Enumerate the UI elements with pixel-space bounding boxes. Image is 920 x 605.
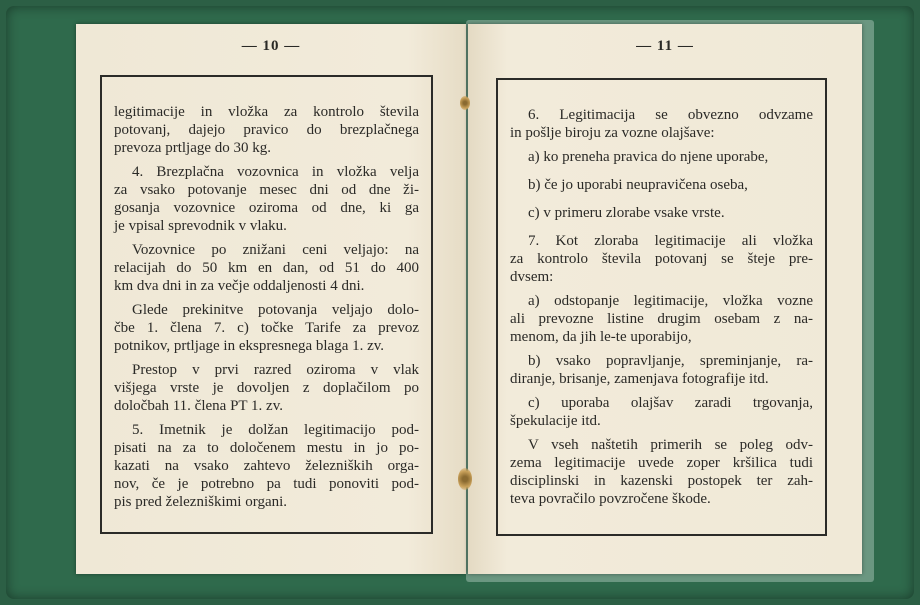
text-line: pisati na za to določenem mestu in jo po- [114,440,419,456]
text-frame [100,75,433,534]
paragraph [510,394,813,430]
text-line: špekulacije itd. [510,413,601,429]
right-page [468,24,862,574]
text-line: V vseh naštetih primerih se poleg odv- [528,437,813,453]
paragraph [114,241,419,295]
paragraph [114,163,419,235]
list-item [510,204,813,222]
paragraph [510,352,813,388]
text-line: menom, da jih le-te uporabijo, [510,329,692,345]
text-line: b) če jo uporabi neupravičena oseba, [528,177,748,193]
text-line: nov, če je potrebno pa tudi ponoviti pod- [114,476,419,492]
text-line: diranje, brisanje, zamenjava fotografije itd. [510,371,769,387]
paragraph [114,421,419,511]
list-item [510,176,813,194]
text-line: kazati na vsako zahtevo železniških orga- [114,458,419,474]
text-line: Vozovnice po znižani ceni veljajo: na [132,242,419,258]
text-line: 5. Imetnik je dolžan legitimacijo pod- [132,422,419,438]
text-line: za vsako potovanje mesec dni od dne ži- [114,182,419,198]
text-line: gosanja vozovnice oziroma od dne, ki ga [114,200,419,216]
text-line: ali prevozne listine drugim osebam z na- [510,311,813,327]
text-line: teva povračilo povzročene škode. [510,491,711,507]
text-line: in pošlje biroju za vozne olajšave: [510,125,715,141]
text-line: dvsem: [510,269,554,285]
text-line: čbe 1. člena 7. c) točke Tarife za prevoz [114,320,419,336]
text-line: Glede prekinitve potovanja veljajo dolo- [132,302,419,318]
left-page [76,24,466,574]
text-line: legitimacije in vložka za kontrolo števila [114,104,419,120]
page-number: — 10 — [241,38,301,54]
text-line: 7. Kot zloraba legitimacije ali vložka [528,233,813,249]
text-line: a) odstopanje legitimacije, vložka vozne [528,293,813,309]
staple-hole [458,468,472,490]
text-line: 6. Legitimacija se obvezno odvzame [528,107,813,123]
text-line: potovanj, dajejo pravico do brezplačnega [114,122,419,138]
text-line: Prestop v prvi razred oziroma v vlak [132,362,419,378]
paragraph [510,232,813,286]
text-line: a) ko preneha pravica do njene uporabe, [528,149,769,165]
text-line: določbah 11. člena PT 1. zv. [114,398,283,414]
text-line: km dva dni in za večje oddaljenosti 4 dni. [114,278,365,294]
text-line: je vpisal sprevodnik v vlaku. [114,218,287,234]
text-line: pis pred železniškimi organi. [114,494,288,510]
text-line: c) v primeru zlorabe vsake vrste. [528,205,725,221]
staple-hole [460,96,470,110]
text-line: relacijah do 50 km en dan, od 51 do 400 [114,260,419,276]
text-frame [496,78,827,536]
paragraph [114,103,419,157]
paragraph [510,436,813,508]
text-line: prevoza prtljage do 30 kg. [114,140,272,156]
list-item [510,148,813,166]
text-line: zema legitimacije uvede zoper kršilica tudi [510,455,813,471]
text-line: za kontrolo števila potovanj se šteje pre- [510,251,813,267]
text-line: 4. Brezplačna vozovnica in vložka velja [132,164,419,180]
text-line: disciplinski in kazenski postopek ter zah- [510,473,813,489]
text-line: potnikov, prtljage in ekspresnega blaga 1. zv. [114,338,385,354]
paragraph [510,106,813,142]
paragraph [510,292,813,346]
text-line: c) uporaba olajšav zaradi trgovanja, [528,395,813,411]
paragraph [114,361,419,415]
text-line: b) vsako popravljanje, spreminjanje, ra- [528,353,813,369]
page-number: — 11 — [636,38,694,54]
text-line: višjega vrste je dovoljen z doplačilom po [114,380,419,396]
paragraph [114,301,419,355]
